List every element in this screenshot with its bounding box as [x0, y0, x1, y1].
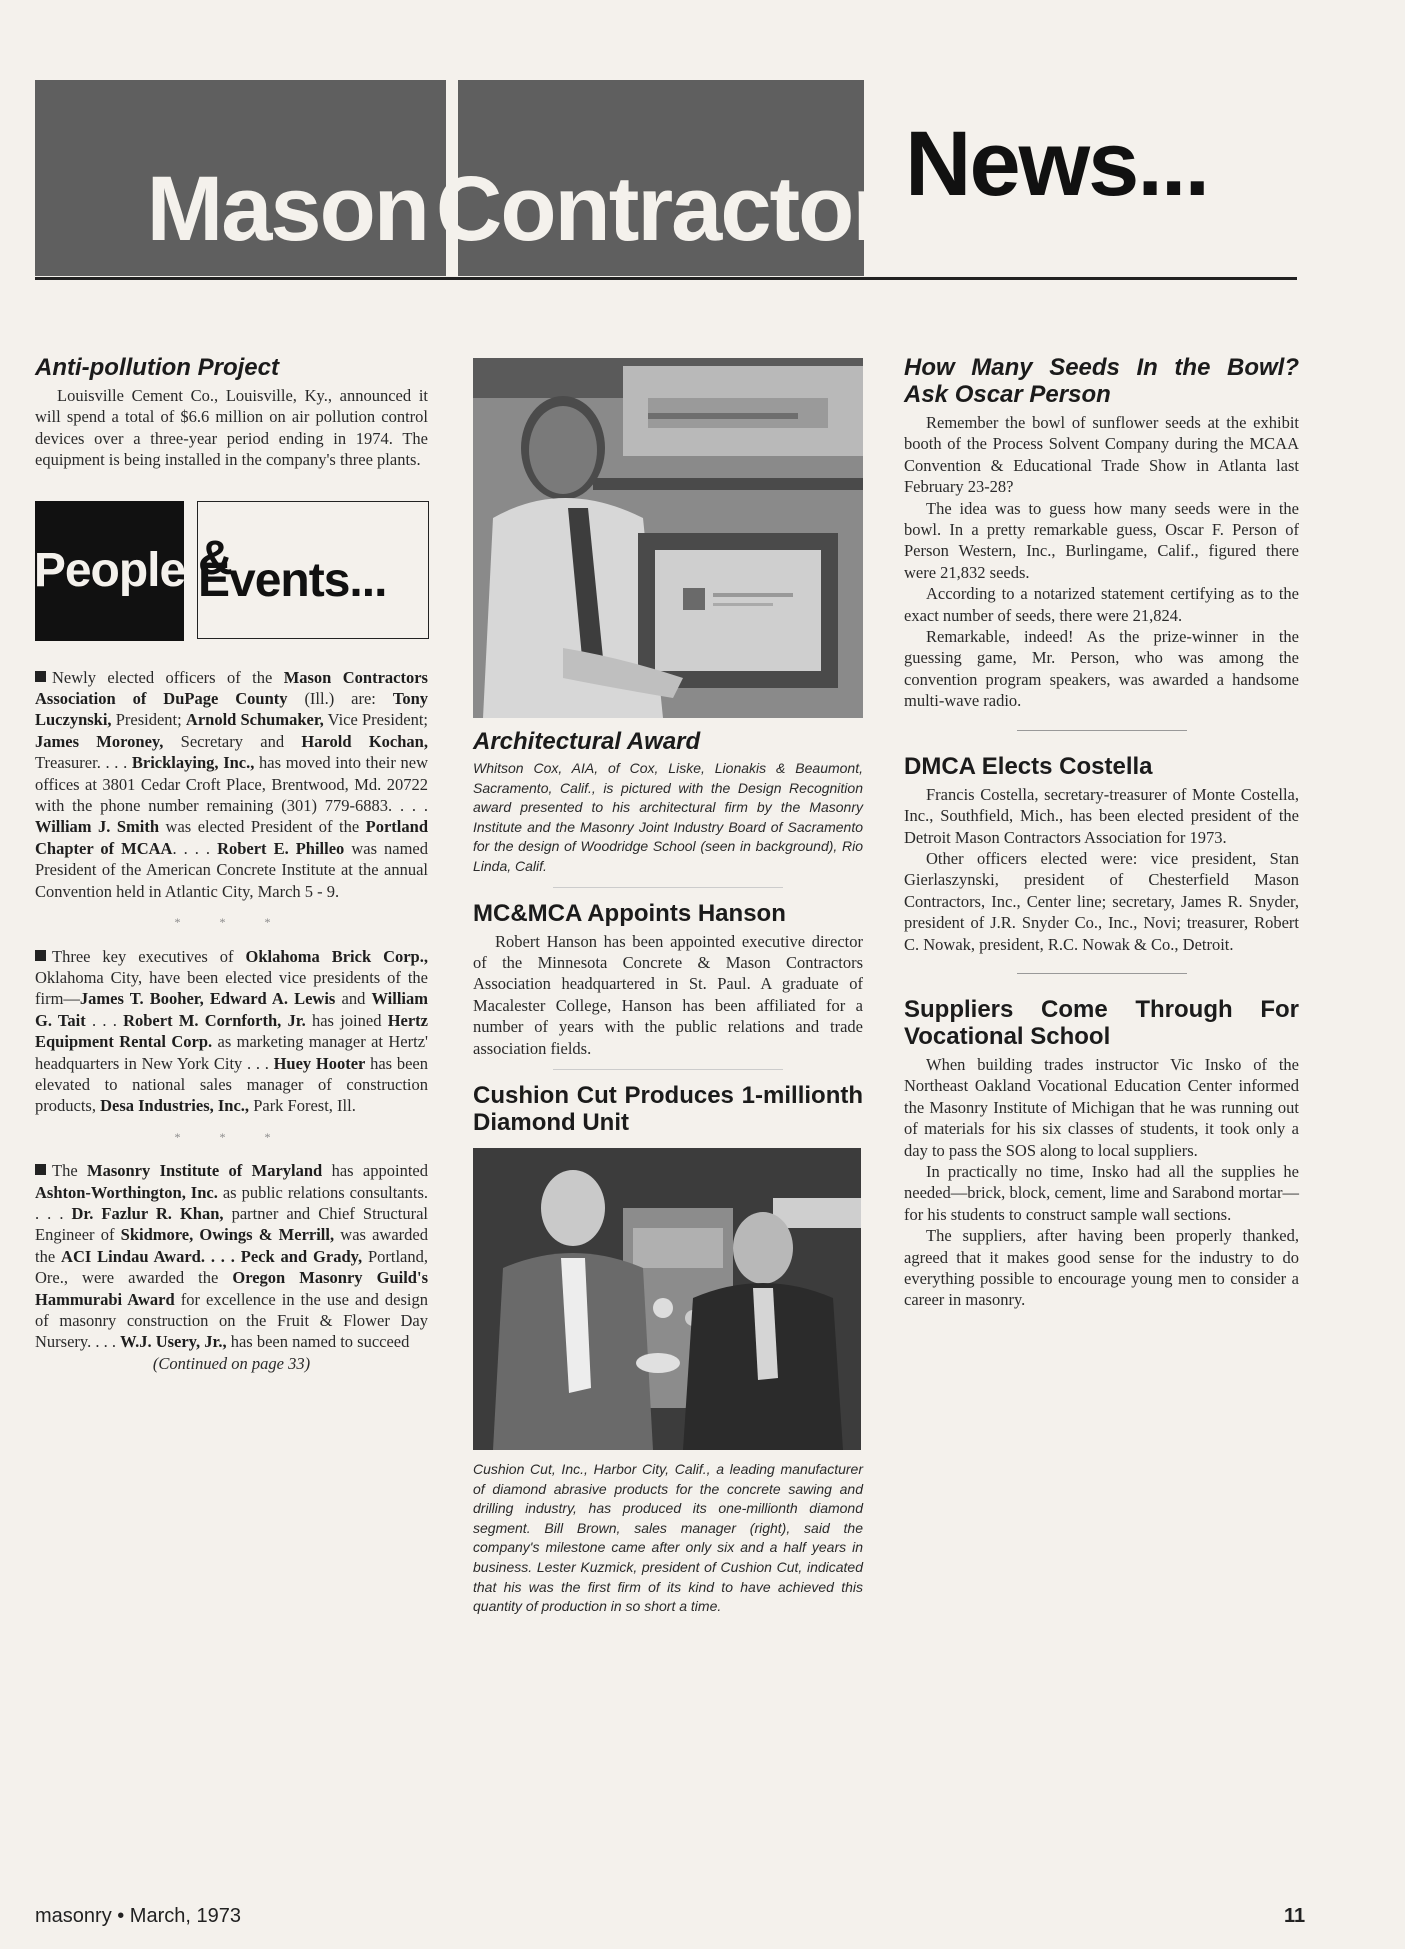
bold-name: ACI Lindau Award. . . . Peck and Grady,: [61, 1246, 363, 1266]
seeds-para-2: The idea was to guess how many seeds were in the bowl. In a pretty remarkable guess, Oscar F. Person of Person Western, Inc., Burlingame, Calif., figured there were 21,832 seeds.: [904, 498, 1299, 582]
people-para-2: Three key executives of Oklahoma Brick Corp., Oklahoma City, have been elected vice presidents of the firm—James T. Booher, Edward A. Lewis and William G. Tait . . . Robert M. Cornforth, Jr. has joined Hertz Equipment Rental Corp. as marketing manager at Hertz' headquarters in New York City . . . Huey Hooter has been elevated to national sales manager of construction products, Desa Industries, Inc., Park Forest, Ill.: [35, 946, 428, 1116]
suppliers-para-3: The suppliers, after having been properly thanked, agreed that it makes good sense for the industry to do everything possible to encourage young men to consider a career in masonry.: [904, 1226, 1299, 1310]
anti-pollution-body: Louisville Cement Co., Louisville, Ky., announced it will spend a total of $6.6 million on air pollution control devices over a three-year period ending in 1974. The equipment is being installed in the company's three plants.: [35, 386, 428, 470]
cushion-cut-caption: Cushion Cut, Inc., Harbor City, Calif., a leading manufacturer of diamond abrasive products for the concrete sawing and drilling industry, has produced its one-millionth diamond segment. Bill Brown, sales manager (right), said the company's milestone came after only six and a half years in business. Lester Kuzmick, president of Cushion Cut, indicated that his was the first firm of its kind to have achieved this quantity of production in so short a time.: [473, 1461, 863, 1615]
hanson-body: Robert Hanson has been appointed executive director of the Minnesota Concrete & Mason Contractors Association headquartered in St. Paul. A graduate of Macalester College, Hanson has been affiliated for a number of years with the public relations and trade association fields.: [473, 931, 863, 1058]
seeds-title: How Many Seeds In the Bowl? Ask Oscar Person: [904, 354, 1299, 408]
suppliers-para-1: When building trades instructor Vic Insko of the Northeast Oakland Vocational Education Center informed the Masonry Institute of Michigan that he was running out of materials for his six classes of students, it took only a day to pass the SOS along to local suppliers.: [904, 1054, 1299, 1160]
divider: [1017, 973, 1187, 974]
masthead-mason: [35, 80, 446, 276]
bold-name: W.J. Usery, Jr.,: [120, 1332, 227, 1352]
bold-name: Arnold Schumaker,: [185, 710, 324, 730]
masthead-word-mason: Mason: [146, 158, 428, 260]
people-para-1: Newly elected officers of the Mason Contractors Association of DuPage County (Ill.) are: Tony Luczynski, President; Arnold Schumaker, Vice President; James Moroney, Secretary and Harold Kochan, Treasurer. . . . Bricklaying, Inc., has moved into their new offices at 3801 Cedar Croft Place, Brentwood, Md. 20722 with the phone number remaining (301) 779-6883. . . . William J. Smith was elected President of the Portland Chapter of MCAA. . . . Robert E. Philleo was named President of the American Concrete Institute at the annual Convention held in Atlantic City, March 5 - 9.: [35, 667, 429, 901]
bold-name: Masonry Institute of Maryland: [87, 1161, 323, 1181]
bold-name: Robert E. Philleo: [217, 838, 345, 858]
dmca-para-1: Francis Costella, secretary-treasurer of Monte Costella, Inc., Southfield, Mich., has been elected president of the Detroit Mason Contractors Association for 1973.: [904, 784, 1299, 847]
cushion-cut-title: Cushion Cut Produces 1-millionth Diamond Unit: [473, 1082, 863, 1136]
suppliers-para-2: In practically no time, Insko had all the supplies he needed—brick, block, cement, lime and Sarabond mortar—for his students to construct sample wall sections.: [904, 1161, 1299, 1224]
dmca-title: DMCA Elects Costella: [904, 752, 1153, 780]
people-events-heading: [35, 501, 428, 641]
architectural-award-photo: [473, 358, 863, 718]
column-right: [904, 354, 1299, 1311]
masthead-news: News...: [905, 113, 1209, 215]
bold-name: Portland Chapter of MCAA: [35, 817, 428, 858]
masthead-rule: [35, 277, 1297, 280]
seeds-para-3: According to a notarized statement certifying as to the exact number of seeds, there were 21,824.: [904, 584, 1299, 625]
people-box: People: [35, 501, 184, 641]
bold-name: Tony Luczynski,: [35, 689, 428, 730]
separator-stars: * * *: [174, 1129, 289, 1144]
bold-name: Oklahoma Brick Corp.,: [245, 946, 428, 966]
column-middle: [473, 358, 863, 1617]
bold-name: Huey Hooter: [273, 1053, 366, 1073]
divider: [1017, 730, 1187, 731]
photo-award-illustration: [473, 358, 863, 718]
bold-name: Robert M. Cornforth, Jr.: [123, 1010, 306, 1030]
architectural-award-caption: Whitson Cox, AIA, of Cox, Liske, Lionakis & Beaumont, Sacramento, Calif., is pictured with the Design Recognition award presented to his architectural firm by the Masonry Institute and the Masonry Joint Industry Board of Sacramento for the design of Woodridge School (seen in background), Rio Linda, Calif.: [473, 760, 863, 874]
photo-cushion-cut-illustration: [473, 1148, 861, 1450]
bold-name: James T. Booher, Edward A. Lewis: [79, 989, 336, 1009]
bold-name: Hertz Equipment Rental Corp.: [35, 1010, 428, 1052]
divider: [553, 1069, 783, 1070]
dmca-para-2: Other officers elected were: vice president, Stan Gierlaszynski, president of Chesterfield Mason Contractors, Inc., Center line; secretary, James R. Snyder, president of J.R. Snyder Co., Inc., Novi; treasurer, Robert C. Nowak, president, R.C. Nowak & Co., Detroit.: [904, 848, 1299, 954]
continued-note: (Continued on page 33): [152, 1353, 311, 1373]
masthead-contractor: [435, 80, 887, 276]
suppliers-title: Suppliers Come Through For Vocational School: [904, 995, 1299, 1050]
bold-name: James Moroney,: [35, 731, 164, 751]
bold-name: William J. Smith: [35, 817, 160, 837]
bold-name: Mason Contractors Association of DuPage County: [35, 667, 428, 709]
events-box: & Events...: [197, 501, 429, 639]
cushion-cut-photo: [473, 1148, 861, 1450]
bold-name: Bricklaying, Inc.,: [131, 753, 255, 773]
column-left: [35, 354, 428, 1374]
bold-name: Desa Industries, Inc.,: [100, 1096, 250, 1116]
hanson-title: MC&MCA Appoints Hanson: [473, 899, 786, 927]
bold-name: Ashton-Worthington, Inc.: [35, 1182, 218, 1202]
people-para-3: The Masonry Institute of Maryland has appointed Ashton-Worthington, Inc. as public relations consultants. . . . Dr. Fazlur R. Khan, partner and Chief Structural Engineer of Skidmore, Owings & Merrill, was awarded the ACI Lindau Award. . . . Peck and Grady, Portland, Ore., were awarded the Oregon Masonry Guild's Hammurabi Award for excellence in the use and design of masonry construction on the Fruit & Flower Day Nursery. . . . W.J. Usery, Jr., has been named to succeed: [35, 1161, 428, 1352]
anti-pollution-title: Anti-pollution Project: [35, 354, 279, 381]
masthead-word-contractor: Contractor: [435, 158, 887, 260]
seeds-para-4: Remarkable, indeed! As the prize-winner in the guessing game, Mr. Person, who was among the convention program speakers, was awarded a handsome multi-wave radio.: [904, 627, 1299, 711]
seeds-para-1: Remember the bowl of sunflower seeds at the exhibit booth of the Process Solvent Company during the MCAA Convention & Educational Trade Show in Atlanta last February 23-28?: [904, 413, 1299, 497]
bullet-icon: [35, 671, 46, 682]
bold-name: William G. Tait: [35, 989, 428, 1030]
architectural-award-title: Architectural Award: [473, 728, 701, 755]
footer-publication: masonry • March, 1973: [35, 1905, 241, 1927]
bullet-icon: [35, 1164, 46, 1175]
bold-name: Oregon Masonry Guild's Hammurabi Award: [35, 1268, 428, 1309]
bullet-icon: [35, 950, 46, 961]
bold-name: Harold Kochan,: [301, 731, 428, 751]
separator-stars: * * *: [174, 915, 289, 930]
page-number: 11: [1284, 1905, 1306, 1927]
divider: [553, 887, 783, 888]
bold-name: Dr. Fazlur R. Khan,: [71, 1203, 224, 1223]
bold-name: Skidmore, Owings & Merrill,: [120, 1225, 335, 1245]
